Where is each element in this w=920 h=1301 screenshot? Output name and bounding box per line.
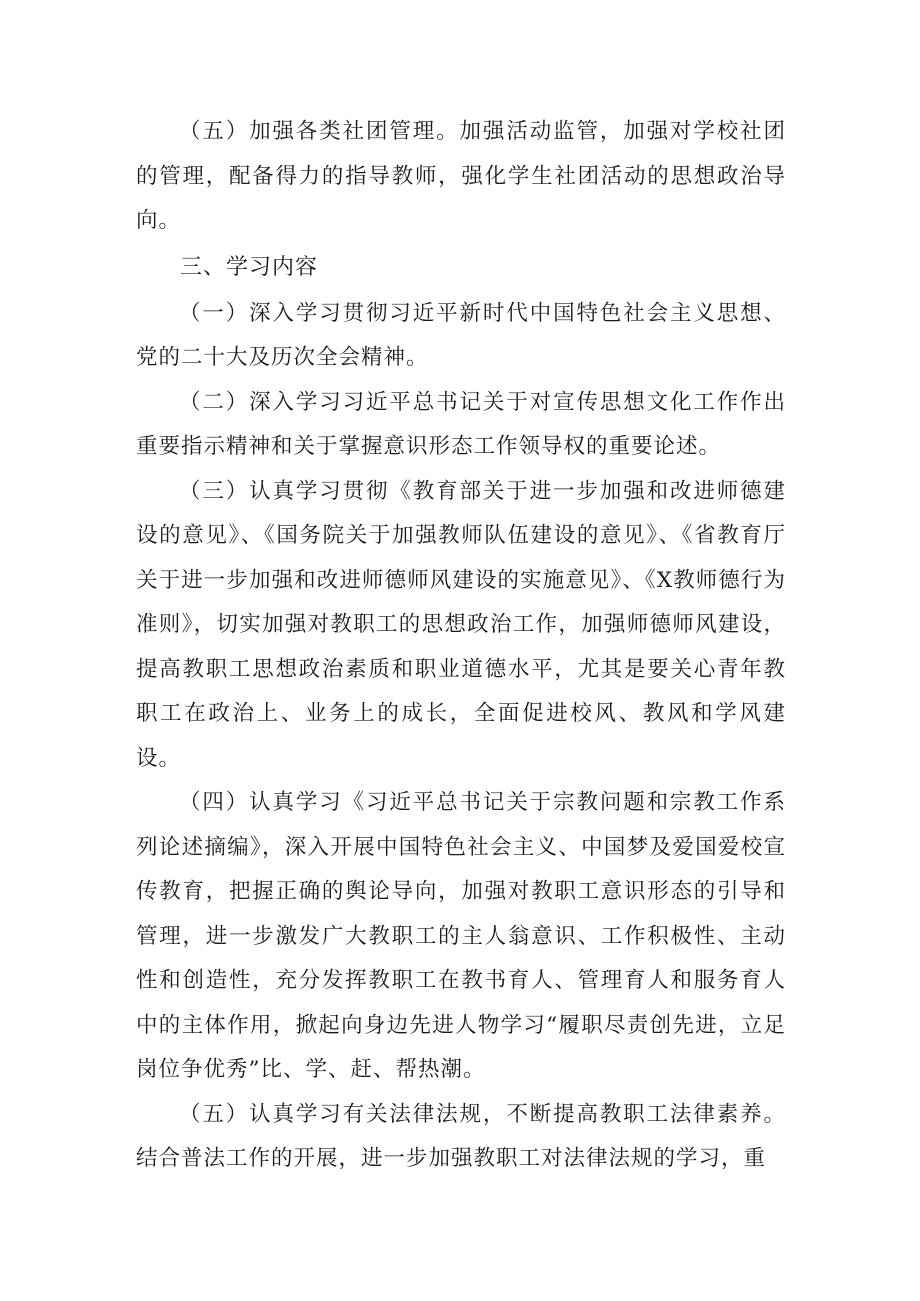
paragraph-study-item-5: （五）认真学习有关法律法规，不断提高教职工法律素养。结合普法工作的开展，进一步加强教职工对法律法规的学习，重	[136, 1101, 786, 1171]
paragraph-study-item-1: （一）深入学习贯彻习近平新时代中国特色社会主义思想、党的二十大及历次全会精神。	[136, 300, 786, 370]
document-body	[136, 110, 786, 1182]
paragraph-study-item-3: （三）认真学习贯彻《教育部关于进一步加强和改进师德建设的意见》、《国务院关于加强教师队伍建设的意见》、《省教育厅关于进一步加强和改进师德师风建设的实施意见》、《X教师德行为准则》，切实加强对教职工的思想政治工作，加强师德师风建设，提高教职工思想政治素质和职业道德水平，尤其是要关心青年教职工在政治上、业务上的成长，全面促进校风、教风和学风建设。	[136, 478, 786, 771]
section-heading-study-content: 三、学习内容	[180, 254, 319, 280]
paragraph-club-management: （五）加强各类社团管理。加强活动监管，加强对学校社团的管理，配备得力的指导教师，强化学生社团活动的思想政治导向。	[136, 119, 786, 233]
paragraph-study-item-2: （二）深入学习习近平总书记关于对宣传思想文化工作作出重要指示精神和关于掌握意识形态工作领导权的重要论述。	[136, 389, 786, 459]
paragraph-study-item-4: （四）认真学习《习近平总书记关于宗教问题和宗教工作系列论述摘编》，深入开展中国特色社会主义、中国梦及爱国爱校宣传教育，把握正确的舆论导向，加强对教职工意识形态的引导和管理，进一步激发广大教职工的主人翁意识、工作积极性、主动性和创造性，充分发挥教职工在教书育人、管理育人和服务育人中的主体作用，掀起向身边先进人物学习“履职尽责创先进，立足岗位争优秀”比、学、赶、帮热潮。	[136, 790, 786, 1082]
